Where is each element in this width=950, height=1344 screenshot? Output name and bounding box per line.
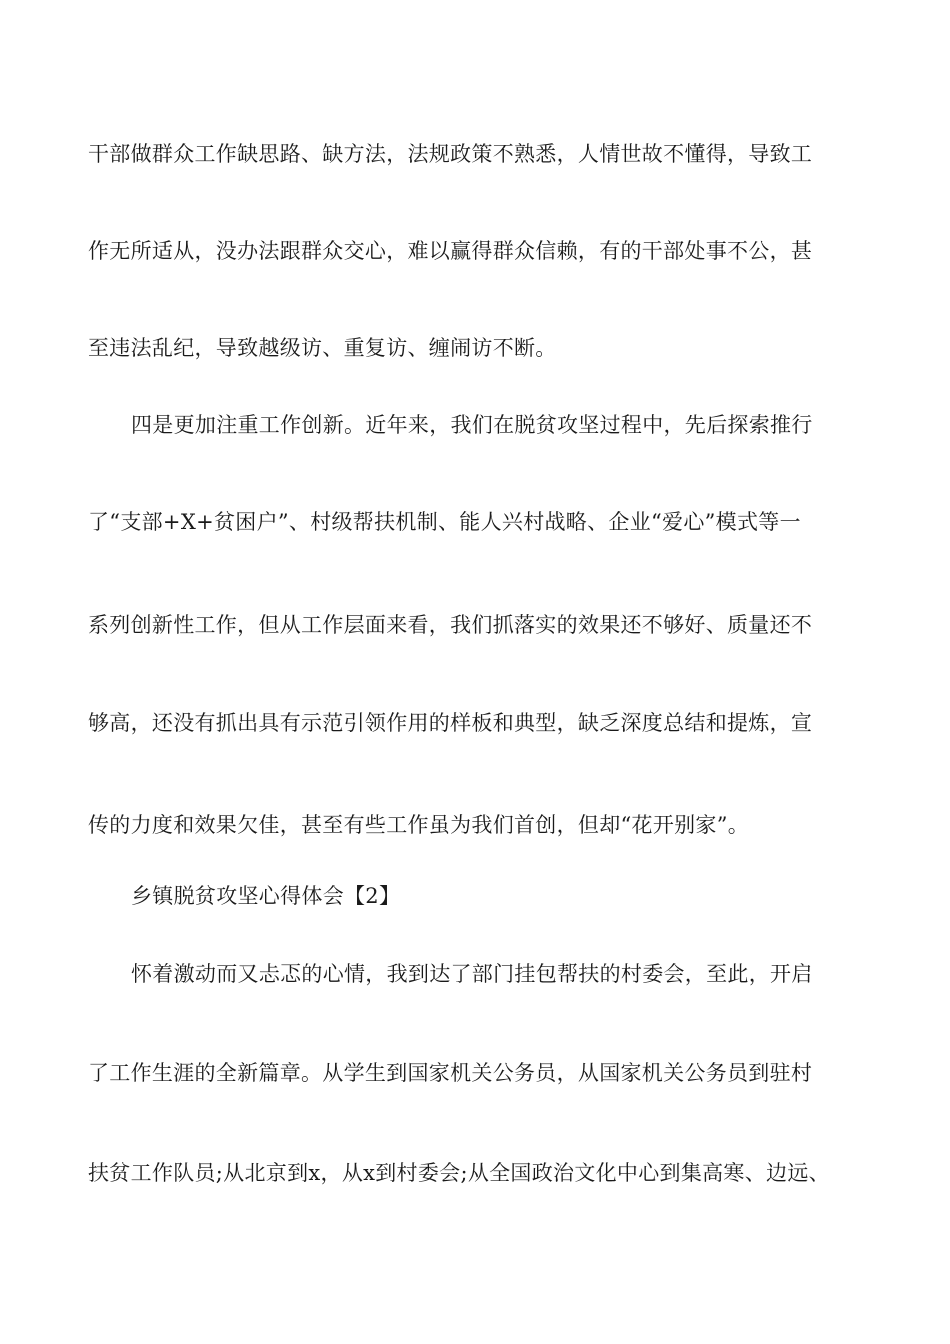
- text-line-5: 了“支部+X+贫困户”、村级帮扶机制、能人兴村战略、企业“爱心”模式等一: [88, 510, 801, 534]
- text-line-8: 传的力度和效果欠佳，甚至有些工作虽为我们首创，但却“花开别家”。: [88, 813, 750, 837]
- text-line-3: 至违法乱纪，导致越级访、重复访、缠闹访不断。: [88, 336, 557, 360]
- paragraph-start-four: 四是更加注重工作创新。近年来，我们在脱贫攻坚过程中，先后探索推行: [131, 413, 813, 437]
- text-line-7: 够高，还没有抓出具有示范引领作用的样板和典型，缺乏深度总结和提炼，宣: [88, 711, 813, 735]
- section-heading: 乡镇脱贫攻坚心得体会【2】: [131, 884, 401, 908]
- text-line-1: 干部做群众工作缺思路、缺方法，法规政策不熟悉，人情世故不懂得，导致工: [88, 142, 813, 166]
- text-line-11: 了工作生涯的全新篇章。从学生到国家机关公务员，从国家机关公务员到驻村: [88, 1061, 813, 1085]
- text-line-2: 作无所适从，没办法跟群众交心，难以赢得群众信赖，有的干部处事不公，甚: [88, 239, 813, 263]
- text-line-6: 系列创新性工作，但从工作层面来看，我们抓落实的效果还不够好、质量还不: [88, 613, 813, 637]
- paragraph-start-section-2: 怀着激动而又忐忑的心情，我到达了部门挂包帮扶的村委会，至此，开启: [131, 962, 813, 986]
- text-line-12: 扶贫工作队员;从北京到x，从x到村委会;从全国政治文化中心到集高寒、边远、: [88, 1161, 830, 1185]
